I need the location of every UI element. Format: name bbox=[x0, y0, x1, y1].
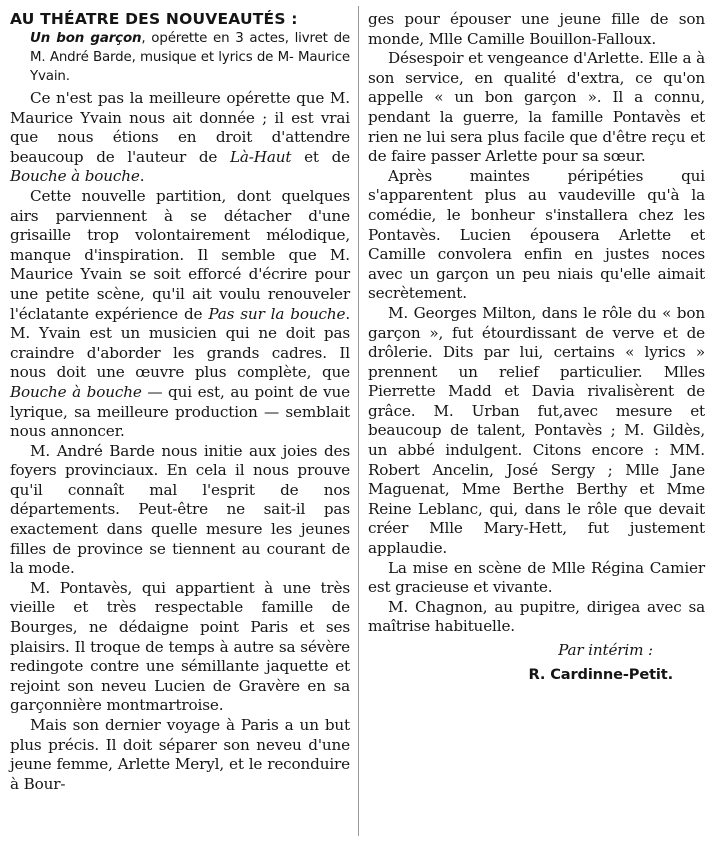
text-run: Après maintes péripéties qui s'apparentent plus au vaudeville qu'à la comédie, le bonheur s'installera chez les Pontavès. Lucien épousera Arlette et Camille convolera enfin en justes noces avec un garçon un peu niais qu'elle aimait secrètement. bbox=[368, 166, 705, 303]
text-run: ges pour épouser une jeune fille de son monde, Mlle Camille Bouillon-Falloux. bbox=[368, 10, 705, 48]
paragraph bbox=[368, 559, 705, 598]
text-run: Ce n'est pas la meilleure opérette que M. Maurice Yvain nous ait donnée ; il est vrai que nous étions en droit d'attendre beaucoup de l'auteur de bbox=[10, 89, 350, 166]
paragraph bbox=[10, 187, 350, 442]
right-column bbox=[368, 10, 705, 684]
signature-author: R. Cardinne-Petit. bbox=[528, 665, 673, 683]
left-paragraphs bbox=[10, 89, 350, 794]
text-run: M. Chagnon, au pupitre, dirigea avec sa maîtrise habituelle. bbox=[368, 597, 705, 636]
italic-title: Là-Haut bbox=[229, 147, 292, 166]
paragraph bbox=[10, 442, 350, 579]
paragraph bbox=[368, 167, 705, 304]
text-run: M. Georges Milton, dans le rôle du « bon garçon », fut étourdissant de verve et de drôlerie. Dits par lui, certains « lyrics » prennent un relief particulier. Mlles Pierrette Madd et Davia rivalisèrent de grâce. M. Urban fut,avec mesure et beaucoup de talent, Pontavès ; M. Gildès, un abbé indulgent. Citons encore : MM. Robert Ancelin, José Sergy ; Mlle Jane Maguenat, Mme Berthe Berthy et Mme Reine Leblanc, qui, dans le rôle que devait créer Mlle Mary-Hett, fut justement applaudie. bbox=[368, 303, 705, 558]
right-paragraphs bbox=[368, 10, 705, 637]
intro-rest: , opérette en 3 actes, livret de M. André Barde, musique et lyrics de M- Maurice Yvain. bbox=[30, 31, 351, 84]
text-run: — qui est, au point de vue lyrique, sa meilleure production — semblait nous annoncer. bbox=[10, 382, 350, 441]
paragraph bbox=[368, 10, 705, 49]
signature-interim: Par intérim : bbox=[558, 641, 653, 659]
text-run: Cette nouvelle partition, dont quelques airs parviennent à se détacher d'une grisaille trop volontairement mélodique, manque d'inspiration. Il semble que M. Maurice Yvain se soit efforcé d'écrire pour une petite scène, qu'il ait voulu renouveler l'éclatante expérience de bbox=[10, 186, 350, 323]
text-run: . M. Yvain est un musicien qui ne doit pas craindre d'aborder les grands cadres. Il nous doit une œuvre plus complète, que bbox=[10, 304, 350, 382]
paragraph bbox=[368, 598, 705, 637]
italic-title: Bouche à bouche bbox=[10, 382, 142, 401]
italic-title: Pas sur la bouche bbox=[208, 304, 346, 323]
text-run: M. Pontavès, qui appartient à une très vieille et très respectable famille de Bourges, ne dédaigne point Paris et ses plaisirs. Il troque de temps à autre sa sévère redingote contre une sémillante jaquette et rejoint son neveu Lucien de Gravère en sa garçonnière montmartroise. bbox=[10, 578, 350, 715]
paragraph bbox=[368, 304, 705, 559]
text-run: et de bbox=[291, 147, 350, 166]
intro-title: Un bon garçon bbox=[30, 31, 142, 46]
text-run: M. André Barde nous initie aux joies des foyers provinciaux. En cela il nous prouve qu'il connaît mal l'esprit de nos départements. Peut-être ne sait-il pas exactement dans quelle mesure les jeunes filles de province se tiennent au courant de la mode. bbox=[10, 441, 350, 578]
column-divider bbox=[358, 6, 359, 836]
text-run: . bbox=[139, 167, 145, 186]
paragraph bbox=[10, 579, 350, 716]
text-run: Désespoir et vengeance d'Arlette. Elle a à son service, en qualité d'extra, ce qu'on appelle « un bon garçon ». Il a connu, pendant la guerre, la famille Pontavès et rien ne lui sera plus facile que d'être reçu et de faire passer Arlette pour sa sœur. bbox=[368, 49, 705, 166]
article-intro bbox=[30, 29, 350, 86]
paragraph bbox=[10, 716, 350, 794]
text-run: La mise en scène de Mlle Régina Camier est gracieuse et vivante. bbox=[368, 558, 705, 597]
article-headline: AU THÉATRE DES NOUVEAUTÉS : bbox=[10, 10, 298, 28]
paragraph bbox=[10, 89, 350, 187]
text-run: Mais son dernier voyage à Paris a un but plus précis. Il doit séparer son neveu d'une jeune femme, Arlette Meryl, et le reconduire à Bour- bbox=[10, 716, 350, 793]
italic-title: Bouche à bouche bbox=[10, 167, 140, 186]
left-column bbox=[10, 10, 350, 794]
paragraph bbox=[368, 49, 705, 167]
